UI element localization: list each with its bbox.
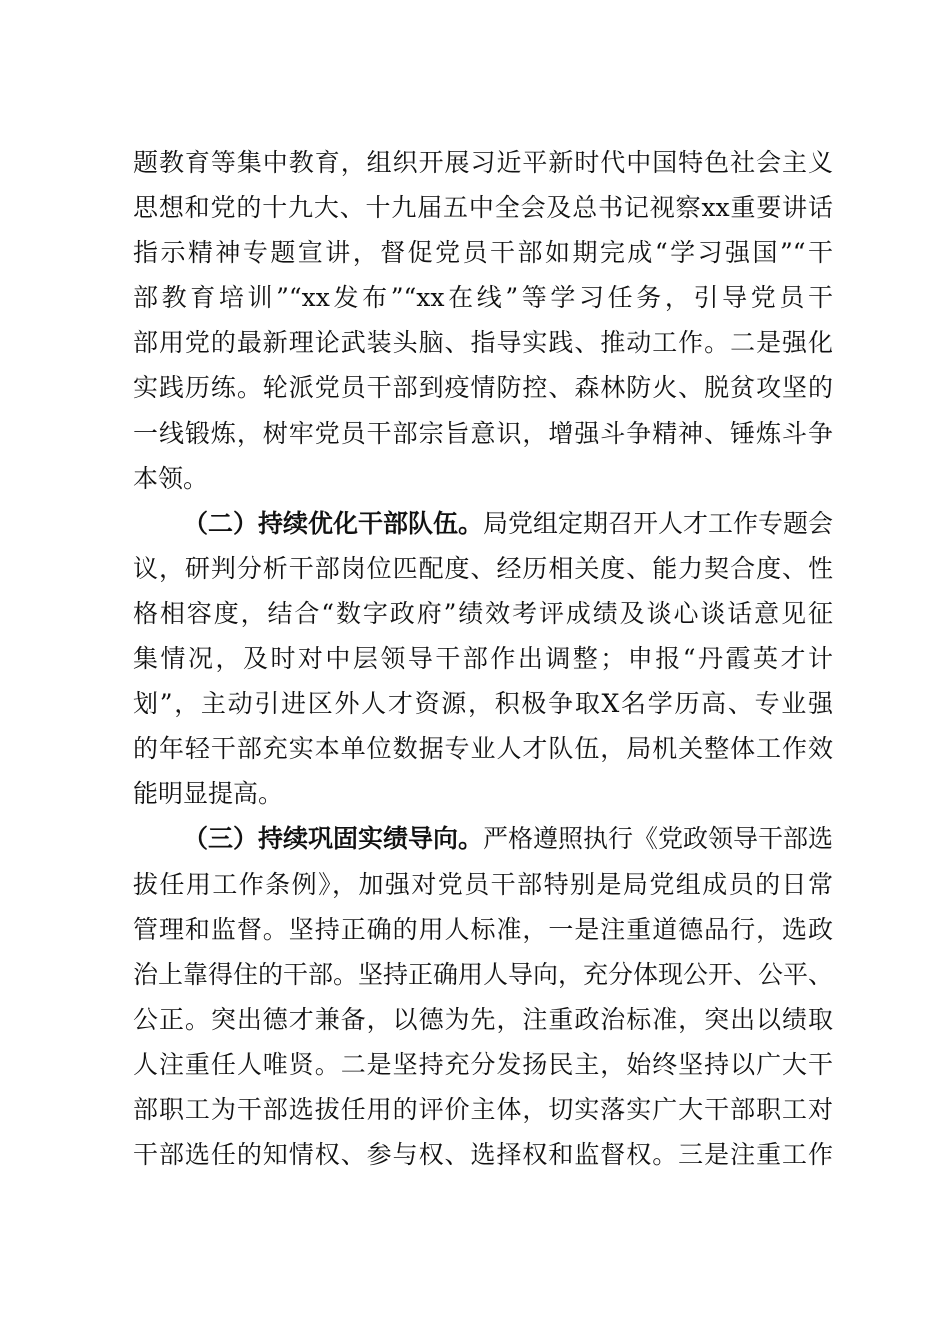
paragraph-3-line: 拔任用工作条例》，加强对党员干部特别是局党组成员的日常 [133,869,833,899]
paragraph-2-first-line [133,501,833,546]
paragraph-1-line: 本领。 [133,463,209,493]
paragraph-2-line: 能明显提高。 [133,779,284,809]
paragraph-3-line: 治上靠得住的干部。坚持正确用人导向，充分体现公开、公平、 [133,959,834,989]
paragraph-1 [133,140,833,501]
paragraph-2-first-line-text: 局党组定期召开人才工作专题会 [483,508,834,538]
paragraph-1-line: 指示精神专题宣讲，督促党员干部如期完成“学习强国”“干 [133,238,833,268]
document-body [133,140,833,1177]
paragraph-3-line: 干部选任的知情权、参与权、选择权和监督权。三是注重工作 [133,1140,833,1170]
paragraph-1-line: 实践历练。轮派党员干部到疫情防控、森林防火、脱贫攻坚的 [133,373,833,403]
paragraph-2-line: 划”，主动引进区外人才资源，积极争取X名学历高、专业强 [133,689,833,719]
paragraph-3 [133,816,833,1177]
paragraph-2-line: 议，研判分析干部岗位匹配度、经历相关度、能力契合度、性 [133,553,833,583]
paragraph-1-line: 一线锻炼，树牢党员干部宗旨意识，增强斗争精神、锤炼斗争 [133,418,833,448]
paragraph-2-line: 集情况，及时对中层领导干部作出调整；申报“丹霞英才计 [133,644,833,674]
paragraph-2-line: 格相容度，结合“数字政府”绩效考评成绩及谈心谈话意见征 [133,598,833,628]
paragraph-1-line: 部用党的最新理论武装头脑、指导实践、推动工作。二是强化 [133,328,833,358]
paragraph-1-line: 思想和党的十九大、十九届五中全会及总书记视察xx重要讲话 [133,193,833,223]
paragraph-2 [133,501,833,817]
paragraph-3-first-line [133,816,833,861]
paragraph-3-line: 公正。突出德才兼备，以德为先，注重政治标准，突出以绩取 [133,1004,833,1034]
paragraph-3-line: 部职工为干部选拔任用的评价主体，切实落实广大干部职工对 [133,1094,833,1124]
paragraph-3-line: 人注重任人唯贤。二是坚持充分发扬民主，始终坚持以广大干 [133,1049,833,1079]
section-heading-2: （二）持续优化干部队伍。 [183,508,484,538]
paragraph-3-line: 管理和监督。坚持正确的用人标准，一是注重道德品行，选政 [133,914,833,944]
paragraph-3-first-line-text: 严格遵照执行《党政领导干部选 [483,824,834,854]
paragraph-1-line: 题教育等集中教育，组织开展习近平新时代中国特色社会主义 [133,148,833,177]
section-heading-3: （三）持续巩固实绩导向。 [183,824,484,854]
paragraph-2-line: 的年轻干部充实本单位数据专业人才队伍，局机关整体工作效 [133,734,833,764]
paragraph-1-line: 部教育培训”“xx发布”“xx在线”等学习任务，引导党员干 [133,283,833,313]
